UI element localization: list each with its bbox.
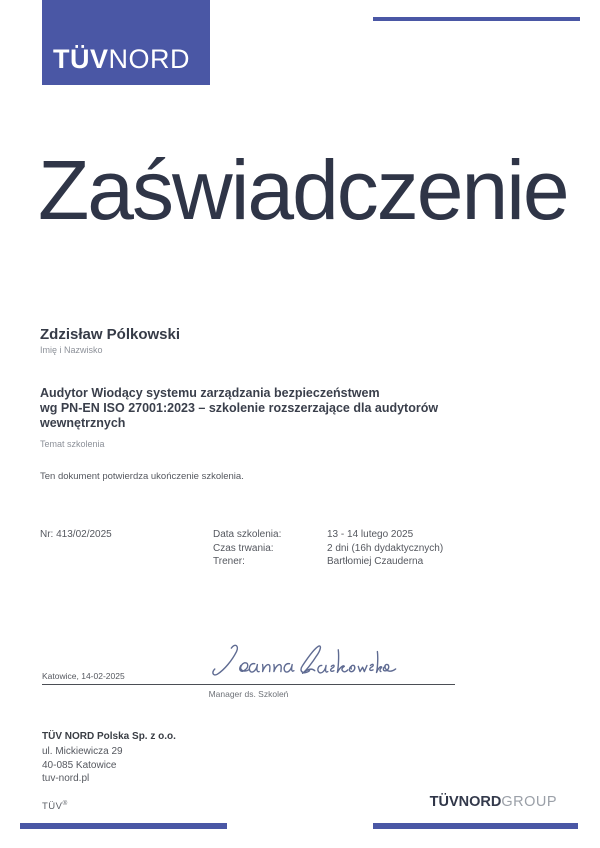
document-title: Zaświadczenie xyxy=(38,143,568,237)
group-tuv-text: TÜV xyxy=(429,794,459,810)
detail-value-duration: 2 dni (16h dydaktycznych) xyxy=(327,542,444,554)
registered-symbol: ® xyxy=(62,800,68,807)
tuv-mark-text: TÜV xyxy=(42,801,63,813)
group-nord-text: NORD xyxy=(458,794,502,810)
header-accent-line xyxy=(373,17,580,21)
footer-accent-bar-left xyxy=(20,823,227,829)
course-title-line-1: Audytor Wiodący systemu zarządzania bezpieczeństwem xyxy=(40,386,380,400)
course-title-line-2: wg PN-EN ISO 27001:2023 – szkolenie rozszerzające dla audytorów xyxy=(40,401,439,415)
detail-label-date: Data szkolenia: xyxy=(213,529,282,540)
tuv-nord-logo xyxy=(42,0,210,85)
course-title-label: Temat szkolenia xyxy=(40,439,105,449)
footer-accent-bar-right xyxy=(373,823,578,829)
address-city: 40-085 Katowice xyxy=(42,759,117,771)
company-address xyxy=(42,745,123,786)
detail-label-duration: Czas trwania: xyxy=(213,542,274,554)
detail-values xyxy=(327,528,443,569)
signature-line xyxy=(42,684,455,685)
detail-value-trainer: Bartłomiej Czauderna xyxy=(327,556,424,567)
tuv-nord-group-wordmark xyxy=(430,795,557,810)
logo-nord-text: NORD xyxy=(108,44,190,74)
course-title-line-3: wewnętrznych xyxy=(40,416,126,430)
signer-role: Manager ds. Szkoleń xyxy=(208,689,289,699)
address-street: ul. Mickiewicza 29 xyxy=(42,746,123,757)
tuv-registered-mark xyxy=(42,800,68,812)
course-title xyxy=(40,386,550,431)
logo-tuv-text: TÜV xyxy=(53,44,109,74)
company-website: tuv-nord.pl xyxy=(42,773,90,784)
certificate-number: Nr: 413/02/2025 xyxy=(40,529,112,540)
confirmation-statement: Ten dokument potwierdza ukończenie szkolenia. xyxy=(40,471,244,482)
tuv-nord-logo-text xyxy=(42,46,190,85)
company-name: TÜV NORD Polska Sp. z o.o. xyxy=(42,731,176,742)
recipient-name-label: Imię i Nazwisko xyxy=(40,345,103,355)
detail-label-trainer: Trener: xyxy=(213,556,245,567)
recipient-name: Zdzisław Pólkowski xyxy=(40,326,181,343)
detail-labels xyxy=(213,528,281,569)
group-group-text: GROUP xyxy=(501,794,557,810)
handwritten-signature xyxy=(200,638,400,686)
place-and-date: Katowice, 14-02-2025 xyxy=(42,671,125,681)
detail-value-date: 13 - 14 lutego 2025 xyxy=(327,529,414,540)
